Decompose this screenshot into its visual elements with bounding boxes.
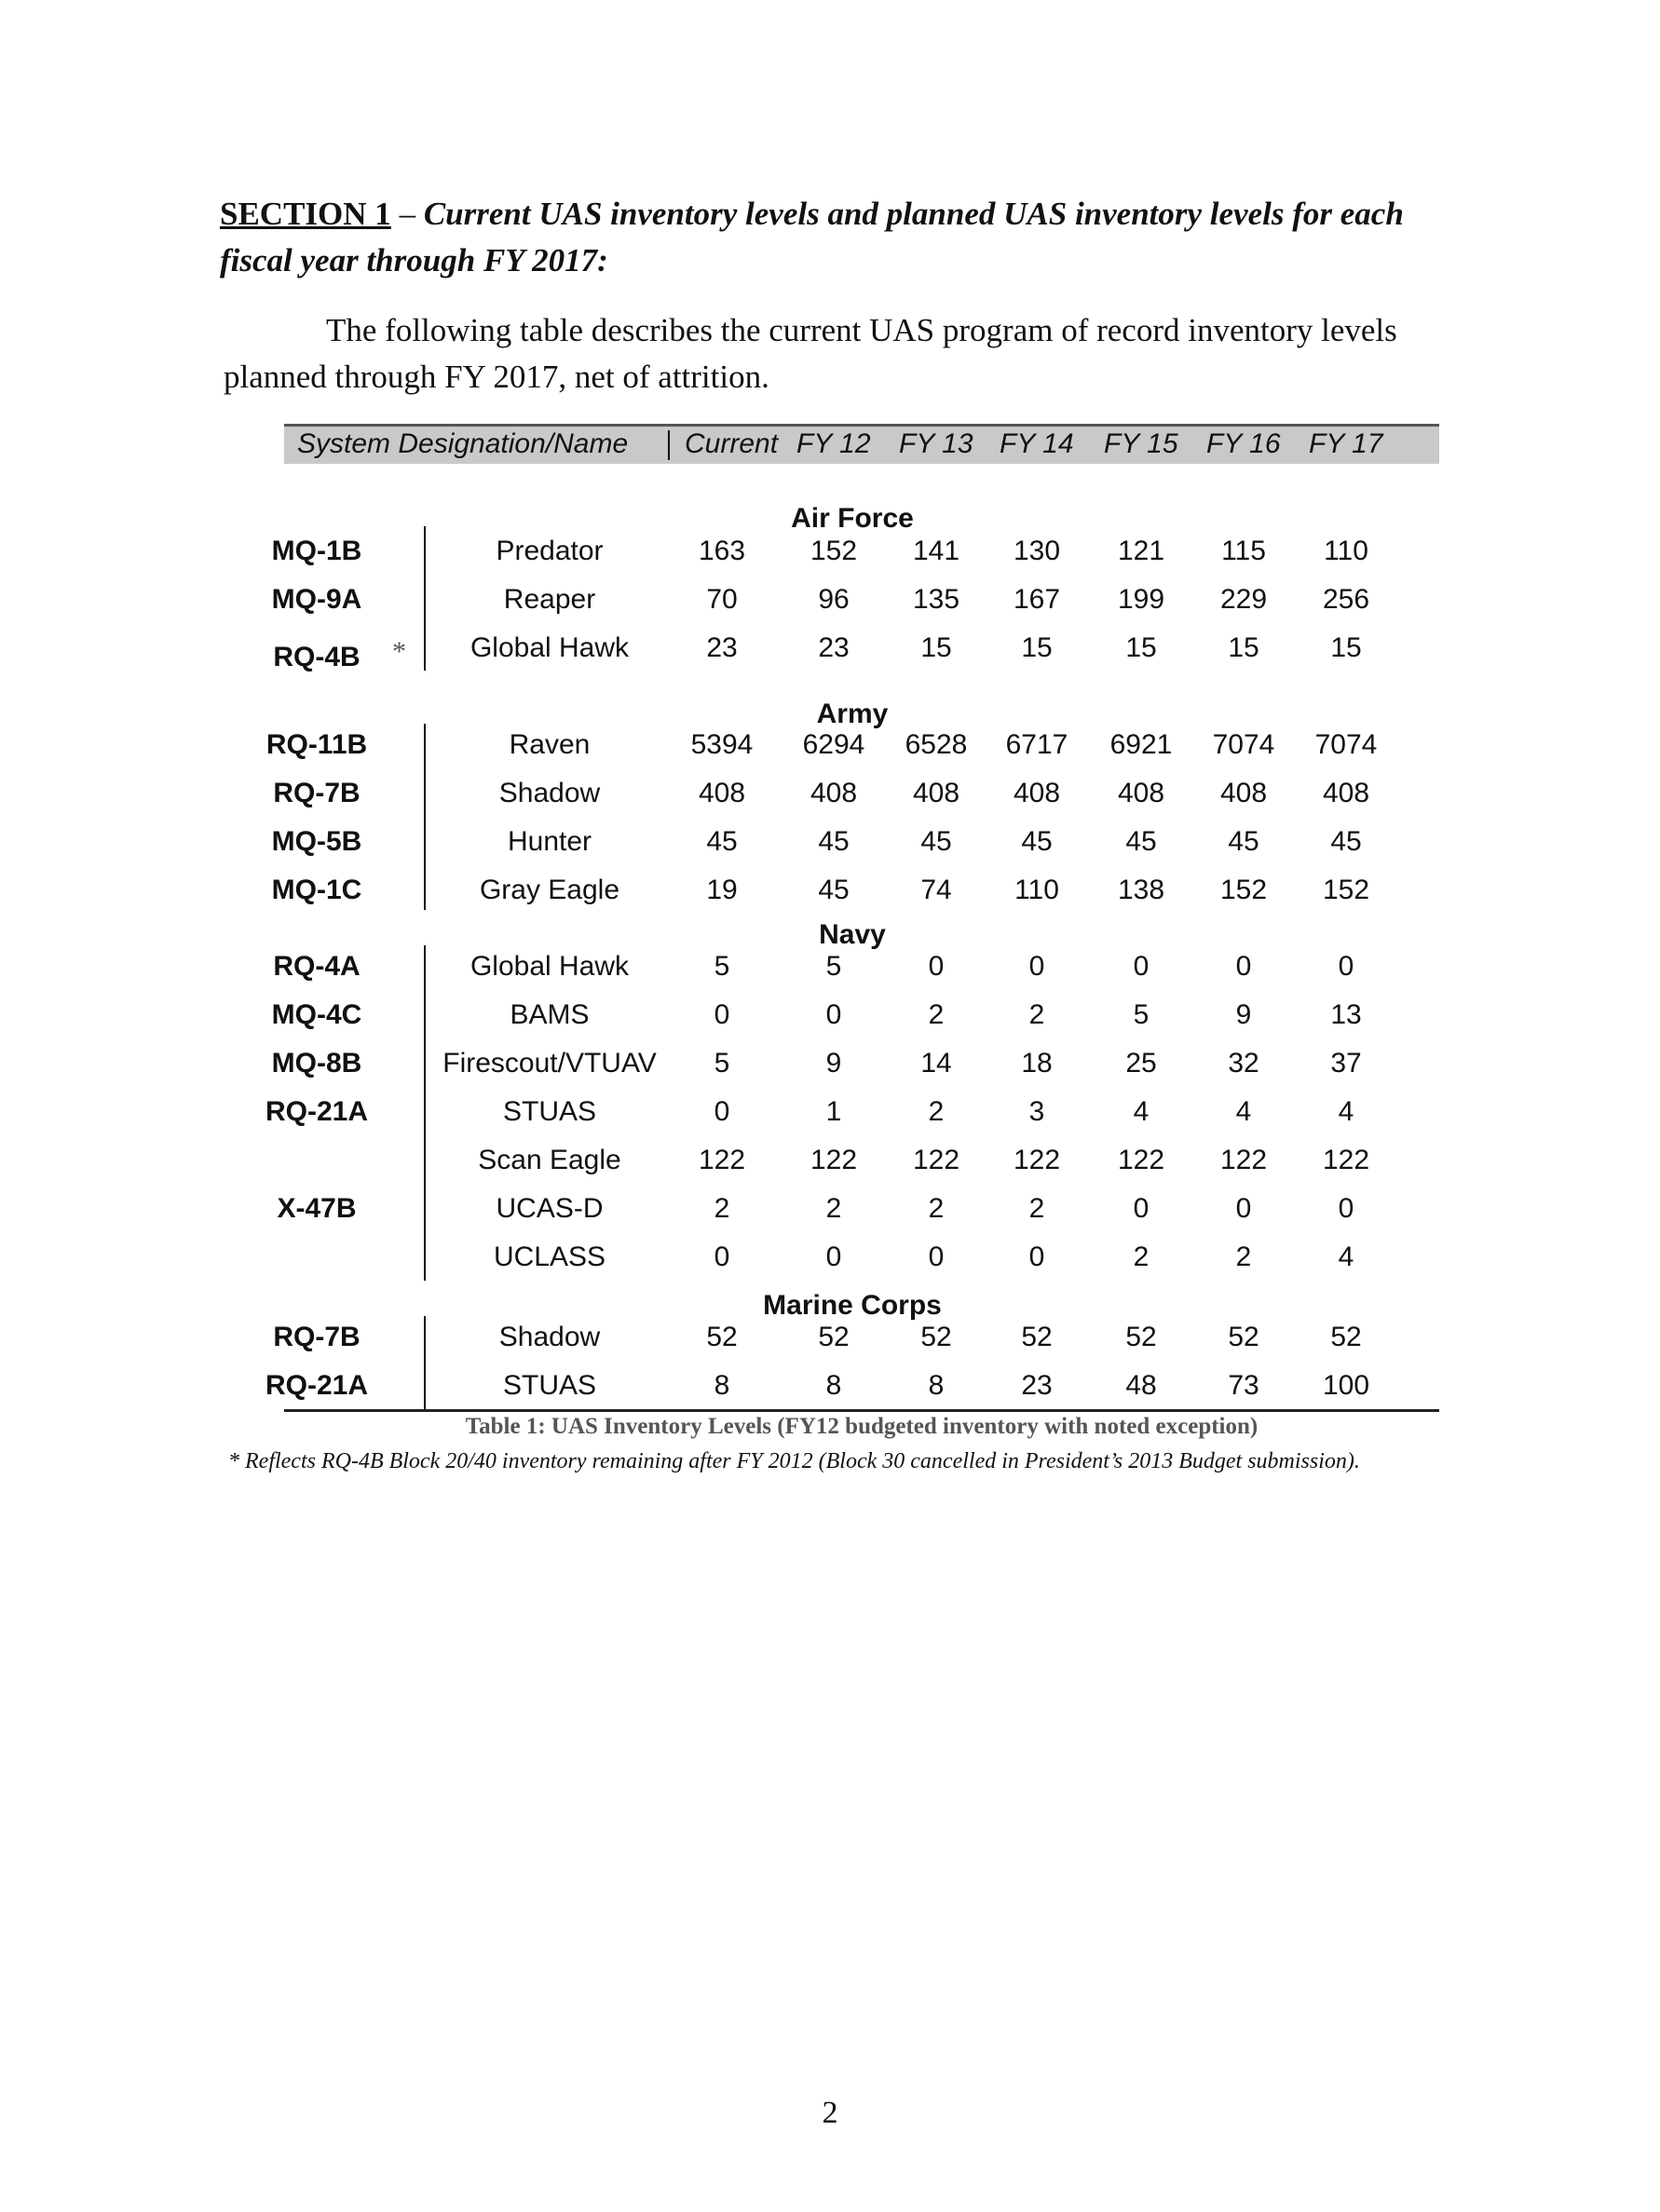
section-title: Current UAS inventory levels and planned UAS inventory levels for each fiscal year through FY 2017: bbox=[220, 196, 1404, 278]
row-value-cell: 1 bbox=[825, 1096, 842, 1127]
row-value-cell: 2 bbox=[1235, 1242, 1252, 1272]
footnote-marker: * bbox=[228, 1449, 239, 1473]
row-system-name: UCAS-D bbox=[496, 1193, 604, 1224]
row-value-cell: 52 bbox=[706, 1322, 738, 1352]
section-label: SECTION 1 bbox=[220, 196, 391, 232]
table-row bbox=[271, 990, 1439, 1039]
row-marker: * bbox=[392, 636, 406, 667]
row-designation: RQ-21A bbox=[265, 1370, 369, 1401]
row-value-cell: 52 bbox=[920, 1322, 952, 1352]
row-value-cell: 23 bbox=[1021, 1370, 1053, 1401]
header-col-4: FY 14 bbox=[1000, 428, 1074, 459]
row-designation: X-47B bbox=[277, 1193, 357, 1224]
row-system-name: Shadow bbox=[498, 778, 601, 808]
row-designation: MQ-1B bbox=[271, 536, 362, 566]
table-row bbox=[265, 1361, 1439, 1410]
row-system-name: Scan Eagle bbox=[478, 1145, 621, 1175]
row-value-cell: 4 bbox=[1235, 1096, 1252, 1127]
row-value-cell: 152 bbox=[1219, 875, 1268, 905]
table-row bbox=[273, 1312, 1439, 1362]
row-value-cell: 2 bbox=[1133, 1242, 1150, 1272]
row-value-cell: 408 bbox=[912, 778, 960, 808]
row-value-cell: 130 bbox=[1013, 536, 1061, 566]
row-value-cell: 229 bbox=[1219, 584, 1268, 615]
row-system-name: Raven bbox=[509, 729, 591, 760]
row-value-cell: 73 bbox=[1228, 1370, 1259, 1401]
row-value-cell: 2 bbox=[1028, 999, 1045, 1030]
row-value-cell: 0 bbox=[1338, 1193, 1354, 1224]
row-value-cell: 135 bbox=[912, 584, 960, 615]
row-value-cell: 19 bbox=[706, 875, 738, 905]
row-value-cell: 2 bbox=[928, 1096, 945, 1127]
group-label: Marine Corps bbox=[763, 1290, 942, 1321]
row-value-cell: 122 bbox=[1322, 1145, 1370, 1175]
footnote-text: Reflects RQ-4B Block 20/40 inventory remaining after FY 2012 (Block 30 cancelled in President’s 2013 Budget submission). bbox=[239, 1449, 1360, 1473]
row-value-cell: 5 bbox=[1133, 999, 1150, 1030]
row-value-cell: 199 bbox=[1117, 584, 1165, 615]
row-designation: RQ-7B bbox=[273, 778, 361, 808]
row-value-cell: 122 bbox=[698, 1145, 746, 1175]
row-value-cell: 122 bbox=[810, 1145, 858, 1175]
row-value-cell: 5 bbox=[825, 951, 842, 982]
table-row bbox=[265, 1087, 1439, 1136]
row-system-name: Hunter bbox=[507, 826, 592, 857]
row-value-cell: 5 bbox=[714, 951, 730, 982]
row-designation: RQ-21A bbox=[265, 1096, 369, 1127]
row-value-cell: 167 bbox=[1013, 584, 1061, 615]
row-value-cell: 32 bbox=[1228, 1048, 1259, 1079]
row-value-cell: 8 bbox=[825, 1370, 842, 1401]
section-heading bbox=[220, 191, 1449, 284]
row-value-cell: 37 bbox=[1330, 1048, 1362, 1079]
row-value-cell: 8 bbox=[714, 1370, 730, 1401]
row-value-cell: 23 bbox=[818, 632, 850, 663]
row-value-cell: 25 bbox=[1125, 1048, 1157, 1079]
row-value-cell: 9 bbox=[1235, 999, 1252, 1030]
row-value-cell: 14 bbox=[920, 1048, 952, 1079]
row-designation: MQ-4C bbox=[271, 999, 362, 1030]
row-value-cell: 408 bbox=[1219, 778, 1268, 808]
row-value-cell: 15 bbox=[1021, 632, 1053, 663]
row-value-cell: 0 bbox=[1235, 1193, 1252, 1224]
row-value-cell: 138 bbox=[1117, 875, 1165, 905]
row-value-cell: 152 bbox=[810, 536, 858, 566]
row-value-cell: 408 bbox=[1117, 778, 1165, 808]
row-value-cell: 4 bbox=[1338, 1096, 1354, 1127]
row-value-cell: 15 bbox=[920, 632, 952, 663]
row-value-cell: 408 bbox=[810, 778, 858, 808]
row-system-name: Global Hawk bbox=[469, 632, 630, 663]
row-value-cell: 0 bbox=[928, 951, 945, 982]
row-value-cell: 7074 bbox=[1212, 729, 1275, 760]
footnote bbox=[228, 1445, 1439, 1477]
table-row bbox=[271, 865, 1439, 915]
inventory-table bbox=[265, 424, 1439, 1401]
row-value-cell: 52 bbox=[1125, 1322, 1157, 1352]
row-system-name: Shadow bbox=[498, 1322, 601, 1352]
row-value-cell: 2 bbox=[928, 1193, 945, 1224]
row-system-name: Gray Eagle bbox=[479, 875, 620, 905]
row-value-cell: 100 bbox=[1322, 1370, 1370, 1401]
header-col-7: FY 17 bbox=[1309, 428, 1383, 459]
table-row bbox=[273, 623, 1439, 672]
table-header-row bbox=[284, 424, 1439, 464]
section-dash: – bbox=[390, 196, 424, 232]
row-value-cell: 122 bbox=[1013, 1145, 1061, 1175]
row-designation: MQ-8B bbox=[271, 1048, 362, 1079]
table-row bbox=[273, 942, 1439, 991]
header-col-5: FY 15 bbox=[1104, 428, 1178, 459]
row-value-cell: 0 bbox=[1338, 951, 1354, 982]
row-value-cell: 256 bbox=[1322, 584, 1370, 615]
row-value-cell: 0 bbox=[1028, 1242, 1045, 1272]
row-value-cell: 7074 bbox=[1314, 729, 1378, 760]
row-system-name: STUAS bbox=[502, 1096, 597, 1127]
row-value-cell: 5394 bbox=[690, 729, 754, 760]
row-value-cell: 122 bbox=[1117, 1145, 1165, 1175]
table-row bbox=[284, 1135, 1439, 1185]
header-col-1: Current bbox=[685, 428, 779, 459]
row-value-cell: 2 bbox=[825, 1193, 842, 1224]
row-value-cell: 45 bbox=[818, 875, 850, 905]
row-value-cell: 0 bbox=[1133, 951, 1150, 982]
row-system-name: Firescout/VTUAV bbox=[442, 1048, 657, 1079]
group-label: Army bbox=[816, 699, 889, 729]
row-value-cell: 0 bbox=[1235, 951, 1252, 982]
row-value-cell: 6294 bbox=[802, 729, 865, 760]
table-row bbox=[277, 1184, 1439, 1233]
row-value-cell: 163 bbox=[698, 536, 746, 566]
intro-paragraph: The following table describes the current UAS program of record inventory levels planned through FY 2017, net of attrition. bbox=[224, 312, 1397, 395]
row-system-name: Reaper bbox=[503, 584, 596, 615]
row-value-cell: 9 bbox=[825, 1048, 842, 1079]
table-row bbox=[284, 1232, 1439, 1282]
row-value-cell: 6717 bbox=[1005, 729, 1068, 760]
row-value-cell: 2 bbox=[714, 1193, 730, 1224]
row-value-cell: 110 bbox=[1324, 536, 1368, 566]
table-row bbox=[271, 1038, 1439, 1088]
row-value-cell: 70 bbox=[706, 584, 738, 615]
row-value-cell: 0 bbox=[928, 1242, 945, 1272]
row-value-cell: 0 bbox=[825, 1242, 842, 1272]
row-value-cell: 0 bbox=[1133, 1193, 1150, 1224]
table-row bbox=[271, 526, 1439, 576]
header-col-2: FY 12 bbox=[796, 428, 871, 459]
row-value-cell: 0 bbox=[714, 999, 730, 1030]
row-value-cell: 152 bbox=[1322, 875, 1370, 905]
row-value-cell: 52 bbox=[1330, 1322, 1362, 1352]
row-value-cell: 4 bbox=[1133, 1096, 1150, 1127]
header-divider bbox=[668, 430, 670, 460]
row-value-cell: 122 bbox=[912, 1145, 960, 1175]
row-value-cell: 52 bbox=[1228, 1322, 1259, 1352]
row-designation: RQ-11B bbox=[265, 729, 368, 760]
header-system-designation: System Designation/Name bbox=[297, 428, 629, 459]
table-row bbox=[271, 575, 1439, 624]
row-value-cell: 52 bbox=[1021, 1322, 1053, 1352]
header-col-3: FY 13 bbox=[899, 428, 973, 459]
row-value-cell: 121 bbox=[1117, 536, 1165, 566]
row-designation: MQ-9A bbox=[271, 584, 362, 615]
group-label: Air Force bbox=[791, 503, 914, 534]
row-value-cell: 45 bbox=[920, 826, 952, 857]
row-system-name: BAMS bbox=[510, 999, 590, 1030]
row-value-cell: 2 bbox=[1028, 1193, 1045, 1224]
row-value-cell: 122 bbox=[1219, 1145, 1268, 1175]
row-value-cell: 45 bbox=[1228, 826, 1259, 857]
row-value-cell: 141 bbox=[912, 536, 960, 566]
row-value-cell: 15 bbox=[1228, 632, 1259, 663]
row-system-name: Global Hawk bbox=[469, 951, 630, 982]
row-value-cell: 4 bbox=[1338, 1242, 1354, 1272]
row-designation: MQ-1C bbox=[271, 875, 362, 905]
page-number: 2 bbox=[822, 2096, 838, 2130]
row-value-cell: 23 bbox=[706, 632, 738, 663]
row-system-name: UCLASS bbox=[493, 1242, 606, 1272]
row-value-cell: 2 bbox=[928, 999, 945, 1030]
row-designation: RQ-4B bbox=[273, 642, 361, 672]
row-value-cell: 6921 bbox=[1109, 729, 1173, 760]
table-row bbox=[271, 817, 1439, 866]
row-value-cell: 52 bbox=[818, 1322, 850, 1352]
row-value-cell: 5 bbox=[714, 1048, 730, 1079]
row-value-cell: 45 bbox=[1125, 826, 1157, 857]
row-value-cell: 15 bbox=[1125, 632, 1157, 663]
row-value-cell: 6528 bbox=[905, 729, 968, 760]
row-value-cell: 18 bbox=[1021, 1048, 1053, 1079]
row-value-cell: 8 bbox=[928, 1370, 945, 1401]
row-designation: RQ-4A bbox=[273, 951, 361, 982]
row-value-cell: 408 bbox=[698, 778, 746, 808]
table-bottom-rule bbox=[284, 1409, 1439, 1412]
row-value-cell: 45 bbox=[706, 826, 738, 857]
row-system-name: Predator bbox=[496, 536, 604, 566]
row-value-cell: 110 bbox=[1014, 875, 1059, 905]
row-value-cell: 115 bbox=[1221, 536, 1266, 566]
row-value-cell: 408 bbox=[1322, 778, 1370, 808]
row-value-cell: 0 bbox=[1028, 951, 1045, 982]
table-row bbox=[265, 720, 1439, 769]
header-col-6: FY 16 bbox=[1206, 428, 1281, 459]
row-value-cell: 0 bbox=[825, 999, 842, 1030]
row-value-cell: 13 bbox=[1330, 999, 1362, 1030]
row-value-cell: 3 bbox=[1028, 1096, 1045, 1127]
table-row bbox=[273, 768, 1439, 818]
row-designation: RQ-7B bbox=[273, 1322, 361, 1352]
row-designation: MQ-5B bbox=[271, 826, 362, 857]
row-value-cell: 74 bbox=[920, 875, 952, 905]
row-value-cell: 0 bbox=[714, 1242, 730, 1272]
row-value-cell: 45 bbox=[1021, 826, 1053, 857]
row-value-cell: 45 bbox=[1330, 826, 1362, 857]
row-value-cell: 45 bbox=[818, 826, 850, 857]
row-system-name: STUAS bbox=[502, 1370, 597, 1401]
row-value-cell: 96 bbox=[818, 584, 850, 615]
row-value-cell: 15 bbox=[1330, 632, 1362, 663]
table-caption: Table 1: UAS Inventory Levels (FY12 budgeted inventory with noted exception) bbox=[465, 1414, 1259, 1439]
row-value-cell: 408 bbox=[1013, 778, 1061, 808]
row-value-cell: 48 bbox=[1125, 1370, 1157, 1401]
group-label: Navy bbox=[819, 919, 886, 950]
row-value-cell: 0 bbox=[714, 1096, 730, 1127]
